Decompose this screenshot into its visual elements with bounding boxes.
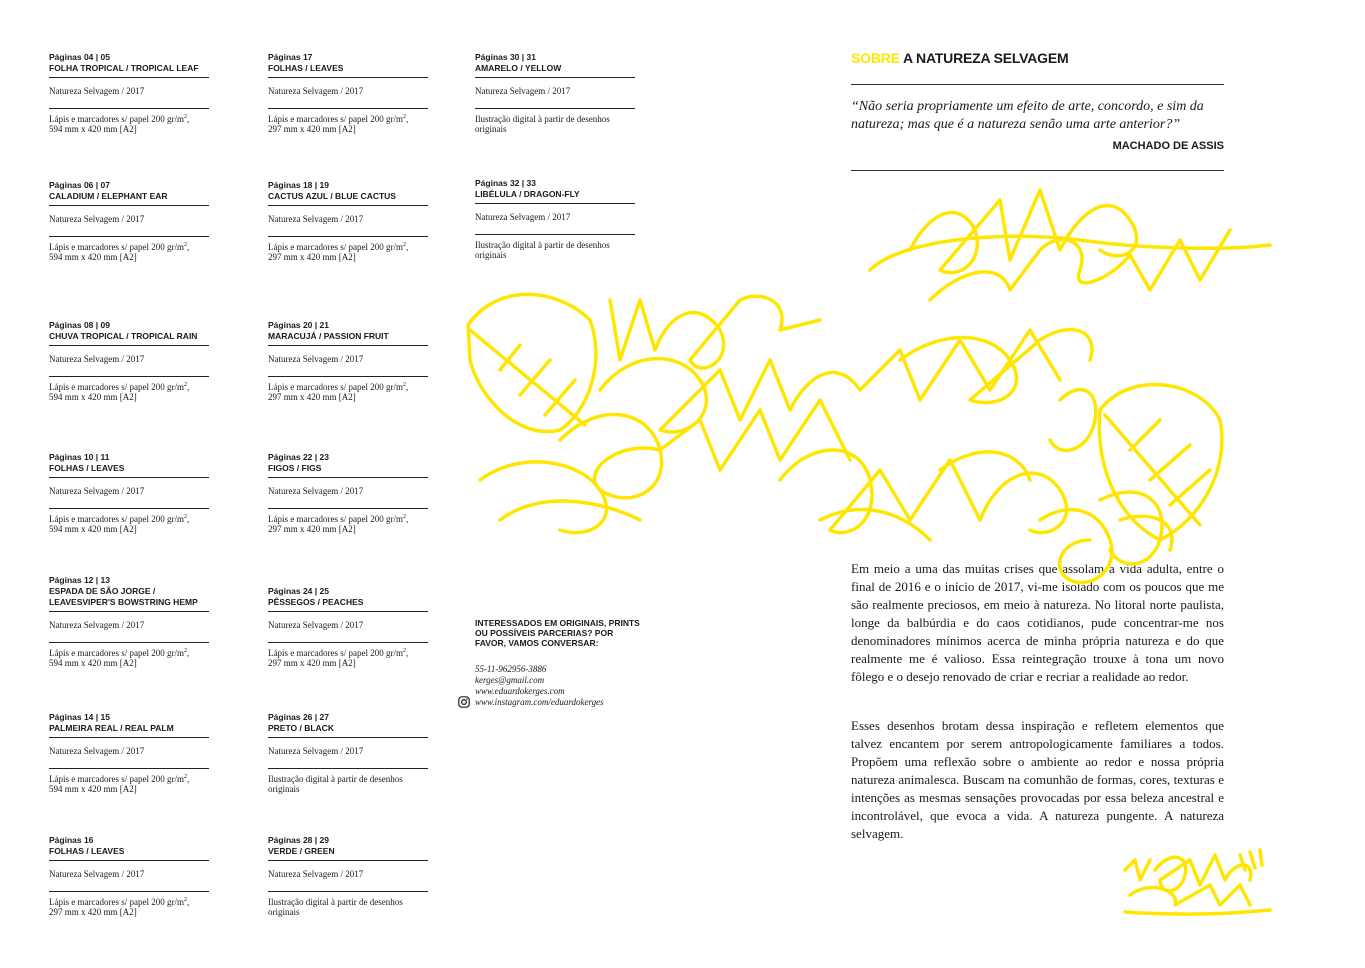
entry-technique: Ilustração digital à partir de desenhos originais [268, 774, 403, 794]
catalog-entry [268, 712, 428, 794]
entry-pages: Páginas 14 | 15 [49, 712, 110, 722]
quote-author: MACHADO DE ASSIS [1112, 140, 1224, 152]
entry-title: FOLHA TROPICAL / TROPICAL LEAF [49, 63, 199, 73]
entry-technique: Ilustração digital à partir de desenhos originais [475, 240, 610, 260]
entry-title: LIBÉLULA / DRAGON-FLY [475, 189, 580, 199]
entry-title: PRETO / BLACK [268, 723, 334, 733]
entry-title: CACTUS AZUL / BLUE CACTUS [268, 191, 396, 201]
entry-title: PÊSSEGOS / PEACHES [268, 597, 364, 607]
entry-technique: Lápis e marcadores s/ papel 200 $gr/m^2$, 297 mm x 420 mm [A2] [268, 242, 409, 262]
entry-pages: Páginas 17 [268, 52, 313, 62]
entry-technique: Lápis e marcadores s/ papel 200 $gr/m^2$, 297 mm x 420 mm [A2] [268, 382, 409, 402]
contact-block [475, 618, 645, 708]
entry-pages: Páginas 24 | 25 [268, 586, 329, 596]
entry-technique: Lápis e marcadores s/ papel 200 $gr/m^2$, 594 mm x 420 mm [A2] [49, 382, 190, 402]
entry-title: PALMEIRA REAL / REAL PALM [49, 723, 174, 733]
section-title [851, 50, 1224, 66]
entry-series: Natureza Selvagem / 2017 [268, 746, 364, 756]
epigraph-quote: “Não seria propriamente um efeito de arte, concordo, e sim da natureza; mas que é a natureza senão uma arte anterior?” [851, 99, 1204, 132]
entry-title: CALADIUM / ELEPHANT EAR [49, 191, 168, 201]
catalog-entry [268, 835, 428, 917]
entry-series: Natureza Selvagem / 2017 [268, 869, 364, 879]
entry-series: Natureza Selvagem / 2017 [268, 354, 364, 364]
divider [851, 170, 1224, 171]
entry-technique: Ilustração digital à partir de desenhos originais [475, 114, 610, 134]
entry-pages: Páginas 32 | 33 [475, 178, 536, 188]
catalog-entry [475, 178, 635, 260]
entry-title: FOLHAS / LEAVES [268, 63, 344, 73]
entry-pages: Páginas 28 | 29 [268, 835, 329, 845]
body-paragraph-2: Esses desenhos brotam dessa inspiração e refletem elementos que talvez encantem por serem antropologicamente familiares a todos. Propõem uma reflexão sobre o ambiente ao redor e nossa própria natureza animalesca. Buscam na comunhão de formas, cores, texturas e intenções as mesmas sensações provocadas por essa beleza ancestral e incontrolável, que evoca a vida. A natureza pungente. A natureza selvagem. [851, 718, 1224, 841]
contact-email[interactable]: kerges@gmail.com [475, 675, 545, 685]
entry-pages: Páginas 06 | 07 [49, 180, 110, 190]
body-paragraph-1: Em meio a uma das muitas crises que assolam a vida adulta, entre o final de 2016 e o início de 2017, vi-me isolado com os poucos que me são realmente preciosos, em meio à natureza. No litoral norte paulista, longe da balbúrdia e do caos cotidianos, pude concentrar-me nos denominadores mínimos acerca de minha própria natureza e do que realmente me é valioso. Essa reintegração trouxe à tona um novo fôlego e o desejo renovado de criar e recriar a realidade ao redor. [851, 561, 1224, 684]
entry-technique: Lápis e marcadores s/ papel 200 $gr/m^2$, 594 mm x 420 mm [A2] [49, 514, 190, 534]
catalog-entry [49, 452, 209, 534]
contact-details [475, 664, 645, 708]
divider [851, 84, 1224, 85]
entry-series: Natureza Selvagem / 2017 [49, 869, 145, 879]
entry-series: Natureza Selvagem / 2017 [268, 86, 364, 96]
entry-technique: Ilustração digital à partir de desenhos originais [268, 897, 403, 917]
instagram-icon [458, 696, 470, 708]
entry-technique: Lápis e marcadores s/ papel 200 $gr/m^2$, 297 mm x 420 mm [A2] [268, 648, 409, 668]
entry-technique: Lápis e marcadores s/ papel 200 $gr/m^2$, 594 mm x 420 mm [A2] [49, 114, 190, 134]
entry-title: CHUVA TROPICAL / TROPICAL RAIN [49, 331, 198, 341]
entry-series: Natureza Selvagem / 2017 [475, 86, 571, 96]
entry-series: Natureza Selvagem / 2017 [268, 214, 364, 224]
entry-series: Natureza Selvagem / 2017 [49, 620, 145, 630]
entry-series: Natureza Selvagem / 2017 [268, 620, 364, 630]
entry-series: Natureza Selvagem / 2017 [475, 212, 571, 222]
catalog-entry [49, 575, 209, 668]
contact-heading: INTERESSADOS EM ORIGINAIS, PRINTS OU POSSÍVEIS PARCERIAS? POR FAVOR, VAMOS CONVERSAR: [475, 618, 640, 648]
entry-title: FIGOS / FIGS [268, 463, 322, 473]
entry-technique: Lápis e marcadores s/ papel 200 $gr/m^2$, 594 mm x 420 mm [A2] [49, 242, 190, 262]
entry-series: Natureza Selvagem / 2017 [268, 486, 364, 496]
entry-title: FOLHAS / LEAVES [49, 463, 125, 473]
contact-phone[interactable]: 55-11-962956-3886 [475, 664, 547, 674]
catalog-entry [268, 52, 428, 134]
entry-series: Natureza Selvagem / 2017 [49, 354, 145, 364]
entry-series: Natureza Selvagem / 2017 [49, 746, 145, 756]
entry-pages: Páginas 30 | 31 [475, 52, 536, 62]
catalog-entry [49, 52, 209, 134]
catalog-entry [49, 835, 209, 917]
title-highlight: SOBRE [851, 50, 900, 66]
entry-title: MARACUJÁ / PASSION FRUIT [268, 331, 389, 341]
entry-pages: Páginas 26 | 27 [268, 712, 329, 722]
entry-pages: Páginas 22 | 23 [268, 452, 329, 462]
entry-technique: Lápis e marcadores s/ papel 200 $gr/m^2$, 594 mm x 420 mm [A2] [49, 648, 190, 668]
entry-technique: Lápis e marcadores s/ papel 200 $gr/m^2$, 297 mm x 420 mm [A2] [49, 897, 190, 917]
entry-title: FOLHAS / LEAVES [49, 846, 125, 856]
catalog-entry [475, 52, 635, 134]
entry-technique: Lápis e marcadores s/ papel 200 $gr/m^2$, 297 mm x 420 mm [A2] [268, 514, 409, 534]
entry-pages: Páginas 16 [49, 835, 94, 845]
entry-title: ESPADA DE SÃO JORGE / LEAVESVIPER'S BOWSTRING HEMP [49, 586, 198, 607]
catalog-entry [49, 320, 209, 402]
entry-series: Natureza Selvagem / 2017 [49, 486, 145, 496]
catalog-entry [49, 712, 209, 794]
catalog-entry [268, 452, 428, 534]
entry-pages: Páginas 12 | 13 [49, 575, 110, 585]
catalog-entry [49, 180, 209, 262]
catalog-entry [268, 180, 428, 262]
entry-series: Natureza Selvagem / 2017 [49, 214, 145, 224]
entry-technique: Lápis e marcadores s/ papel 200 $gr/m^2$, 297 mm x 420 mm [A2] [268, 114, 409, 134]
entry-pages: Páginas 20 | 21 [268, 320, 329, 330]
catalog-entry [268, 320, 428, 402]
contact-instagram[interactable]: www.instagram.com/eduardokerges [475, 697, 604, 707]
entry-pages: Páginas 18 | 19 [268, 180, 329, 190]
entry-pages: Páginas 08 | 09 [49, 320, 110, 330]
entry-technique: Lápis e marcadores s/ papel 200 $gr/m^2$, 594 mm x 420 mm [A2] [49, 774, 190, 794]
catalog-entry [268, 586, 428, 668]
contact-website[interactable]: www.eduardokerges.com [475, 686, 565, 696]
entry-series: Natureza Selvagem / 2017 [49, 86, 145, 96]
entry-pages: Páginas 10 | 11 [49, 452, 110, 462]
entry-title: VERDE / GREEN [268, 846, 335, 856]
entry-title: AMARELO / YELLOW [475, 63, 562, 73]
title-rest: A NATUREZA SELVAGEM [899, 50, 1069, 66]
entry-pages: Páginas 04 | 05 [49, 52, 110, 62]
